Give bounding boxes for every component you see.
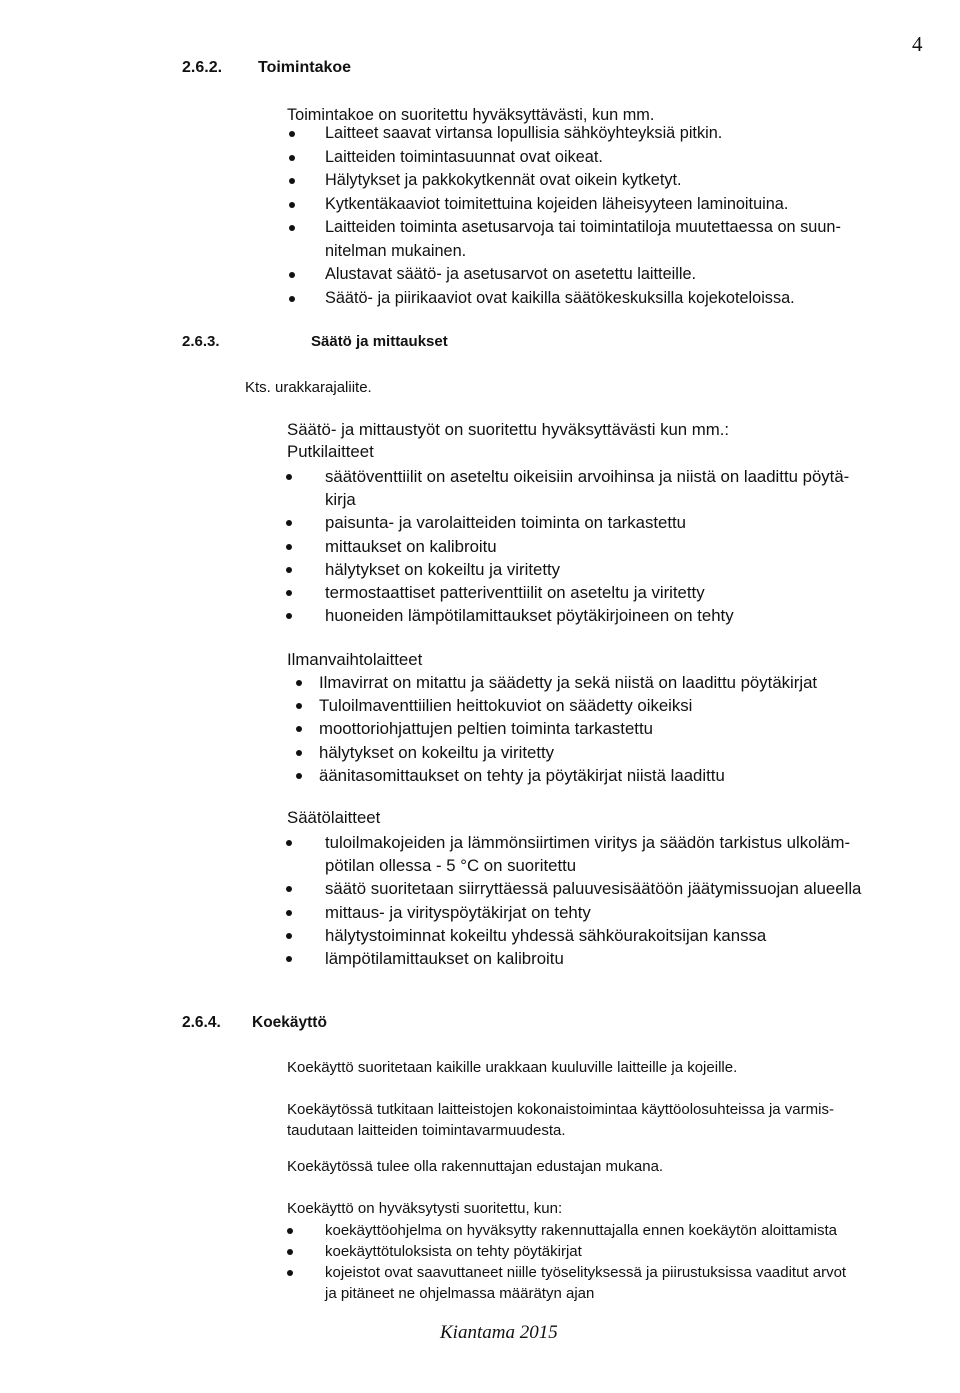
bullet-icon [286,886,292,892]
reference-note: Kts. urakkarajaliite. [245,379,372,396]
koekaytto-list [325,1220,846,1304]
ilmanvaihto-list [319,671,817,787]
bullet-icon [286,613,292,619]
list-item: Alustavat säätö- ja asetusarvot on asetettu laitteille. [325,263,841,287]
section-heading-262 [182,59,351,77]
list-item: Kytkentäkaaviot toimitettuina kojeiden läheisyyteen laminoituina. [325,193,841,217]
bullet-icon [289,272,295,278]
bullet-icon [296,680,302,686]
bullet-icon [296,750,302,756]
list-item: hälytystoiminnat kokeiltu yhdessä sähköurakoitsijan kanssa [325,924,861,947]
bullet-icon [286,933,292,939]
subheading-putkilaitteet: Putkilaitteet [287,442,374,461]
page-number: 4 [912,32,923,56]
list-item: säätö suoritetaan siirryttäessä paluuvesisäätöön jäätymissuojan alueella [325,877,861,900]
subheading-saatolaitteet: Säätölaitteet [287,808,381,827]
list-item: koekäyttötuloksista on tehty pöytäkirjat [325,1241,846,1262]
bullet-icon [296,773,302,779]
section-number: 2.6.2. [182,59,223,76]
bullet-icon [286,544,292,550]
section-heading-263 [182,333,448,350]
bullet-icon [296,703,302,709]
list-item: lämpötilamittaukset on kalibroitu [325,947,861,970]
bullet-icon [286,590,292,596]
list-item: äänitasomittaukset on tehty ja pöytäkirjat niistä laadittu [319,764,817,787]
list-item: hälytykset on kokeiltu ja viritetty [319,741,817,764]
toimintakoe-intro: Toimintakoe on suoritettu hyväksyttävästi, kun mm. [287,106,655,124]
list-item: Laitteiden toiminta asetusarvoja tai toimintatiloja muutettaessa on suun- nitelman mukainen. [325,216,841,263]
bullet-icon [289,131,295,137]
bullet-icon [287,1270,293,1276]
koekaytto-para-4: Koekäyttö on hyväksytysti suoritettu, kun: [287,1200,563,1217]
subheading-ilmanvaihtolaitteet: Ilmanvaihtolaitteet [287,650,423,669]
list-item: tuloilmakojeiden ja lämmönsiirtimen viritys ja säädön tarkistus ulkoläm- pötilan ollessa - 5 °C on suoritettu [325,831,861,877]
bullet-icon [289,178,295,184]
bullet-icon [289,202,295,208]
list-item: Ilmavirrat on mitattu ja säädetty ja sekä niistä on laadittu pöytäkirjat [319,671,817,694]
list-item: säätöventtiilit on aseteltu oikeisiin arvoihinsa ja niistä on laadittu pöytä- kirja [325,465,849,511]
list-item: huoneiden lämpötilamittaukset pöytäkirjoineen on tehty [325,604,849,627]
bullet-icon [287,1249,293,1255]
list-item: Laitteiden toimintasuunnat ovat oikeat. [325,146,841,170]
list-item: hälytykset on kokeiltu ja viritetty [325,558,849,581]
list-item: Tuloilmaventtiilien heittokuviot on säädetty oikeiksi [319,694,817,717]
bullet-icon [289,296,295,302]
koekaytto-para-1: Koekäyttö suoritetaan kaikille urakkaan kuuluville laitteille ja kojeille. [287,1059,738,1076]
mittaus-intro: Säätö- ja mittaustyöt on suoritettu hyväksyttävästi kun mm.: [287,420,730,439]
list-item: Laitteet saavat virtansa lopullisia sähköyhteyksiä pitkin. [325,122,841,146]
list-item: mittaukset on kalibroitu [325,535,849,558]
section-number: 2.6.3. [182,333,220,350]
list-item: paisunta- ja varolaitteiden toiminta on tarkastettu [325,511,849,534]
list-item: mittaus- ja virityspöytäkirjat on tehty [325,901,861,924]
putkilaitteet-list [325,465,849,627]
list-item: termostaattiset patteriventtiilit on aseteltu ja viritetty [325,581,849,604]
bullet-icon [286,840,292,846]
section-title: Säätö ja mittaukset [311,333,448,350]
saatolaitteet-list [325,831,861,970]
koekaytto-para-3: Koekäytössä tulee olla rakennuttajan edustajan mukana. [287,1158,664,1175]
bullet-icon [286,520,292,526]
bullet-icon [286,474,292,480]
list-item: moottoriohjattujen peltien toiminta tarkastettu [319,717,817,740]
bullet-icon [287,1228,293,1234]
bullet-icon [289,225,295,231]
bullet-icon [289,155,295,161]
section-title: Toimintakoe [258,59,352,76]
section-number: 2.6.4. [182,1014,221,1031]
bullet-icon [286,910,292,916]
koekaytto-para-2: Koekäytössä tutkitaan laitteistojen kokonaistoimintaa käyttöolosuhteissa ja varmis- taudutaan laitteiden toimintavarmuudesta. [287,1101,834,1139]
footer: Kiantama 2015 [440,1322,558,1343]
list-item: Hälytykset ja pakkokytkennät ovat oikein kytketyt. [325,169,841,193]
section-heading-264 [182,1014,327,1032]
section-title: Koekäyttö [252,1014,327,1031]
list-item: koekäyttöohjelma on hyväksytty rakennuttajalla ennen koekäytön aloittamista [325,1220,846,1241]
bullet-icon [286,956,292,962]
bullet-icon [296,726,302,732]
list-item: kojeistot ovat saavuttaneet niille työselityksessä ja piirustuksissa vaaditut arvot ja pitäneet ne ohjelmassa määrätyn ajan [325,1262,846,1304]
list-item: Säätö- ja piirikaaviot ovat kaikilla säätökeskuksilla kojekoteloissa. [325,287,841,311]
bullet-icon [286,567,292,573]
toimintakoe-list [325,122,841,310]
